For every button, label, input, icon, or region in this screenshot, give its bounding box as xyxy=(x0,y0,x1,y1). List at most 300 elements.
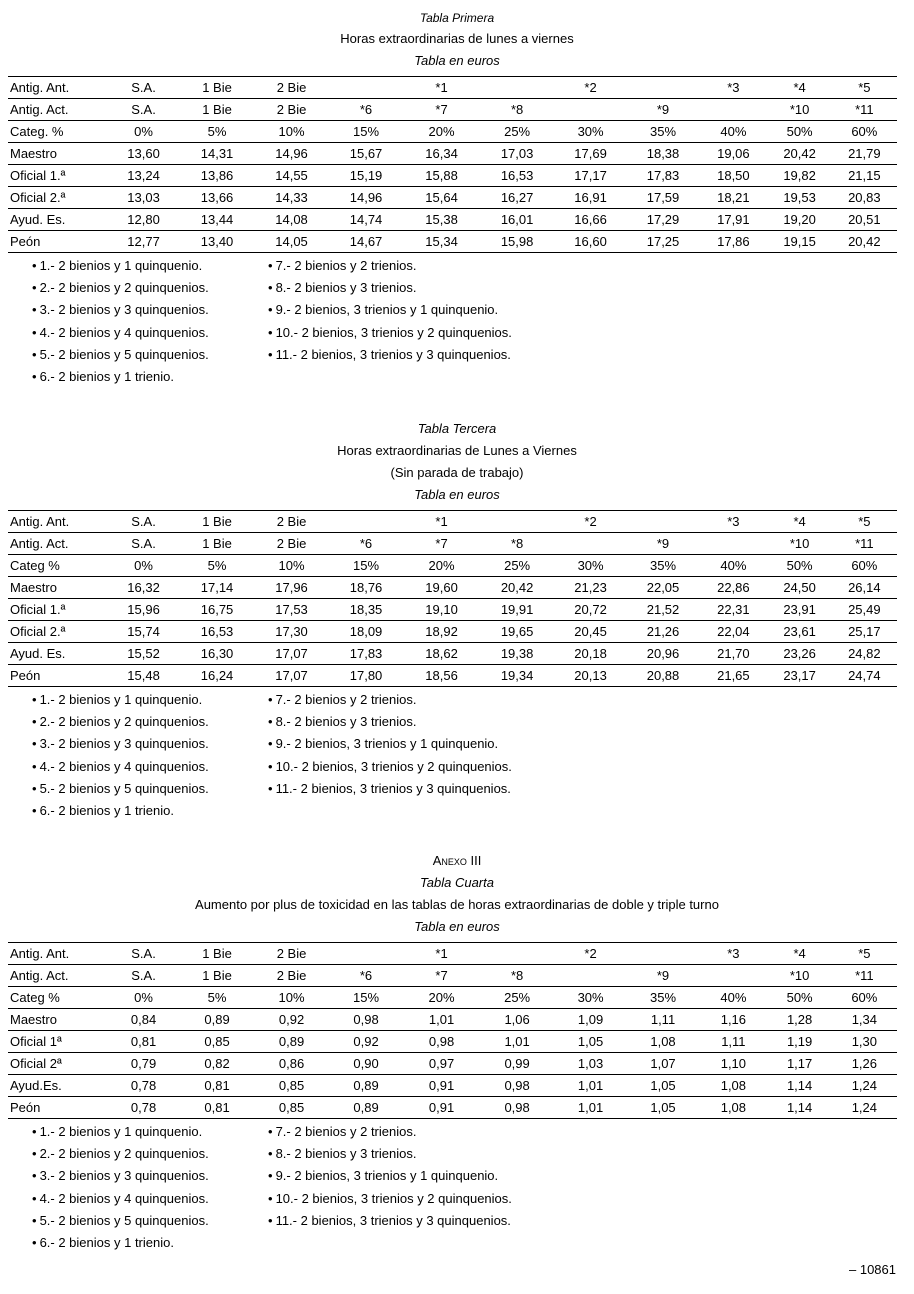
page-number: – 10861 xyxy=(849,1262,896,1277)
table-cell: 1,09 xyxy=(554,1009,626,1031)
table-cell: 1,28 xyxy=(768,1009,832,1031)
row-label: Categ % xyxy=(8,987,107,1009)
table-cell: 40% xyxy=(699,555,767,577)
table-row xyxy=(8,1009,897,1031)
table-cell: 16,34 xyxy=(403,143,480,165)
table-cell: 21,52 xyxy=(627,599,699,621)
footnote-item: • 10.- 2 bienios, 3 trienios y 2 quinquenios. xyxy=(268,322,512,344)
table-cell: 16,27 xyxy=(480,187,555,209)
table-cell: *4 xyxy=(768,511,832,533)
table-cell: 0,98 xyxy=(329,1009,404,1031)
table-cell: 0,92 xyxy=(329,1031,404,1053)
table-cell: 15,34 xyxy=(425,234,458,249)
table-cell: *2 xyxy=(554,77,626,99)
table-cell: 17,83 xyxy=(329,643,404,665)
table-cell: 0,89 xyxy=(353,1100,379,1115)
table-tercera-note: (Sin parada de trabajo) xyxy=(390,465,524,480)
table-cell: 13,44 xyxy=(180,209,255,231)
table-cell: 16,53 xyxy=(480,165,555,187)
table-cell: 22,04 xyxy=(699,621,767,643)
table-cell: 0,85 xyxy=(278,1100,305,1115)
table-cell: 17,96 xyxy=(254,577,329,599)
table-cell: 0,90 xyxy=(329,1053,404,1075)
table-cell: 13,86 xyxy=(180,165,255,187)
table-cell xyxy=(329,511,404,533)
table-cell: 15,38 xyxy=(403,209,480,231)
table-cell: 5% xyxy=(180,121,255,143)
table-cell: 0,78 xyxy=(107,1075,179,1097)
table-cell: 14,67 xyxy=(349,234,383,249)
table-cell: 1 Bie xyxy=(180,511,255,533)
table-row xyxy=(8,143,897,165)
footnote-item: • 7.- 2 bienios y 2 trienios. xyxy=(268,689,512,711)
footnote-item: • 6.- 2 bienios y 1 trienio. xyxy=(32,1232,209,1254)
header-row xyxy=(8,943,897,965)
table-cell: 18,76 xyxy=(329,577,404,599)
footnote-item: • 5.- 2 bienios y 5 quinquenios. xyxy=(32,1210,209,1232)
table-cell xyxy=(554,965,626,987)
table-cell: 0% xyxy=(107,121,179,143)
table-tercera-title: Tabla Tercera xyxy=(417,421,497,436)
table-cell: 1,06 xyxy=(480,1009,555,1031)
table-cell: *11 xyxy=(832,965,897,987)
table-cell: 14,55 xyxy=(254,165,329,187)
table-tercera-subtitle: Horas extraordinarias de Lunes a Viernes xyxy=(337,443,577,458)
table-cell: 15,19 xyxy=(329,165,404,187)
table-cell xyxy=(480,77,555,99)
table-cell: 1,01 xyxy=(577,1100,604,1115)
table-cell: *9 xyxy=(627,533,699,555)
table-cell: 13,03 xyxy=(107,187,179,209)
table-row xyxy=(8,621,897,643)
footnote-item: • 1.- 2 bienios y 1 quinquenio. xyxy=(32,689,209,711)
table-cell: *2 xyxy=(554,511,626,533)
notes-column-1 xyxy=(32,255,209,388)
table-cell: *8 xyxy=(480,533,555,555)
table-cell: 1 Bie xyxy=(180,77,255,99)
table-cell: 1,05 xyxy=(650,1100,676,1115)
table-cell: 15% xyxy=(329,121,404,143)
table-cell: 25,17 xyxy=(832,621,897,643)
table-cell: 0,82 xyxy=(180,1053,255,1075)
table-tercera-notes xyxy=(32,689,732,823)
table-cell: 16,66 xyxy=(554,209,626,231)
table-cell: *4 xyxy=(768,943,832,965)
table-cell: 16,91 xyxy=(554,187,626,209)
footnote-item: • 3.- 2 bienios y 3 quinquenios. xyxy=(32,299,209,321)
table-cell xyxy=(480,943,555,965)
table-cuarta-subtitle: Aumento por plus de toxicidad en las tablas de horas extraordinarias de doble y triple turno xyxy=(195,897,719,912)
table-cell: 25% xyxy=(480,555,555,577)
table-cell: 19,38 xyxy=(480,643,555,665)
table-cell: *9 xyxy=(627,965,699,987)
table-cell: *7 xyxy=(403,533,480,555)
table-cell: *5 xyxy=(832,943,897,965)
table-row xyxy=(8,577,897,599)
table-cell: 1 Bie xyxy=(180,965,255,987)
table-cell: 40% xyxy=(699,121,767,143)
table-cell: 20% xyxy=(403,555,480,577)
table-cell: S.A. xyxy=(107,77,179,99)
table-tercera-unit: Tabla en euros xyxy=(414,487,500,502)
table-cell: 17,69 xyxy=(554,143,626,165)
table-cell: 18,35 xyxy=(329,599,404,621)
table-row xyxy=(8,165,897,187)
table-cell: 35% xyxy=(627,555,699,577)
table-cell: 2 Bie xyxy=(254,77,329,99)
table-cell: 1,11 xyxy=(627,1009,699,1031)
table-cell: 19,06 xyxy=(699,143,767,165)
table-cell: 20,96 xyxy=(627,643,699,665)
table-cell: S.A. xyxy=(107,533,179,555)
table-primera-section xyxy=(0,8,914,389)
table-cell: 1,08 xyxy=(720,1100,747,1115)
table-cell xyxy=(627,511,699,533)
table-cell: 0,91 xyxy=(428,1100,455,1115)
table-cell: 14,74 xyxy=(329,209,404,231)
table-cell: 0% xyxy=(107,555,179,577)
table-cell: 19,34 xyxy=(500,668,534,683)
table-cell: 20,83 xyxy=(832,187,897,209)
table-cell: 0,81 xyxy=(107,1031,179,1053)
table-cell: 13,40 xyxy=(200,234,234,249)
table-cell: 50% xyxy=(768,121,832,143)
table-cuarta xyxy=(8,942,897,1119)
row-label: Antig. Ant. xyxy=(8,511,107,533)
footnote-item: • 6.- 2 bienios y 1 trienio. xyxy=(32,800,209,822)
table-cell: 1,01 xyxy=(403,1009,480,1031)
table-primera xyxy=(8,76,897,253)
table-cell: 15,48 xyxy=(127,668,160,683)
table-cell: S.A. xyxy=(107,511,179,533)
table-cell: 60% xyxy=(832,987,897,1009)
table-cell: *1 xyxy=(403,943,480,965)
table-cell: 1 Bie xyxy=(180,943,255,965)
table-cell: 15,88 xyxy=(403,165,480,187)
table-cell: 19,20 xyxy=(768,209,832,231)
header-row xyxy=(8,77,897,99)
table-cell: *7 xyxy=(403,99,480,121)
table-cell: 16,75 xyxy=(180,599,255,621)
footnote-item: • 7.- 2 bienios y 2 trienios. xyxy=(268,1121,512,1143)
header-row xyxy=(8,965,897,987)
table-cell: *3 xyxy=(699,77,767,99)
table-cell: 30% xyxy=(554,555,626,577)
table-cell: 14,96 xyxy=(254,143,329,165)
table-cell: 23,17 xyxy=(783,668,816,683)
table-cell: 1 Bie xyxy=(180,533,255,555)
table-cell: 12,80 xyxy=(107,209,179,231)
row-label: Peón xyxy=(10,1100,41,1115)
annex-heading: Anexo III xyxy=(432,853,482,868)
header-row xyxy=(8,99,897,121)
table-cell: 0,97 xyxy=(403,1053,480,1075)
table-row xyxy=(8,1075,897,1097)
footnote-item: • 6.- 2 bienios y 1 trienio. xyxy=(32,366,209,388)
table-cell: 18,38 xyxy=(627,143,699,165)
table-cell: 23,91 xyxy=(768,599,832,621)
table-cell: 20% xyxy=(403,987,480,1009)
footnote-item: • 4.- 2 bienios y 4 quinquenios. xyxy=(32,322,209,344)
table-cell: *8 xyxy=(480,99,555,121)
footnote-item: • 8.- 2 bienios y 3 trienios. xyxy=(268,711,512,733)
table-cell: 19,91 xyxy=(480,599,555,621)
table-cell: 14,31 xyxy=(180,143,255,165)
row-label: Ayud. Es. xyxy=(8,209,107,231)
row-label: Oficial 1ª xyxy=(8,1031,107,1053)
footnote-item: • 7.- 2 bienios y 2 trienios. xyxy=(268,255,512,277)
table-cell: 1,34 xyxy=(832,1009,897,1031)
footnote-item: • 11.- 2 bienios, 3 trienios y 3 quinquenios. xyxy=(268,1210,512,1232)
table-cell: 2 Bie xyxy=(254,99,329,121)
table-cell: 22,86 xyxy=(699,577,767,599)
row-label: Oficial 2.ª xyxy=(8,621,107,643)
table-cell: 23,26 xyxy=(768,643,832,665)
header-row xyxy=(8,555,897,577)
table-cell: 15,52 xyxy=(107,643,179,665)
table-cell: 24,74 xyxy=(848,668,881,683)
footnote-item: • 9.- 2 bienios, 3 trienios y 1 quinquenio. xyxy=(268,733,512,755)
table-cell: 23,61 xyxy=(768,621,832,643)
row-label: Peón xyxy=(10,234,41,249)
footnote-item: • 5.- 2 bienios y 5 quinquenios. xyxy=(32,344,209,366)
table-cell: 16,53 xyxy=(180,621,255,643)
table-cell xyxy=(480,511,555,533)
table-row xyxy=(8,643,897,665)
footnote-item: • 2.- 2 bienios y 2 quinquenios. xyxy=(32,1143,209,1165)
table-cell: 19,82 xyxy=(768,165,832,187)
table-cell: 0% xyxy=(107,987,179,1009)
table-cell: 17,91 xyxy=(699,209,767,231)
table-cell: 13,60 xyxy=(107,143,179,165)
table-cell: 35% xyxy=(627,121,699,143)
table-cell: 19,60 xyxy=(403,577,480,599)
table-cell: *9 xyxy=(627,99,699,121)
table-cell: 0,86 xyxy=(254,1053,329,1075)
table-cell: 0,85 xyxy=(180,1031,255,1053)
table-primera-notes xyxy=(32,255,732,389)
table-cell: 0,81 xyxy=(180,1075,255,1097)
table-cell xyxy=(699,533,767,555)
row-label: Antig. Act. xyxy=(8,965,107,987)
table-cell: 21,15 xyxy=(832,165,897,187)
table-cell: 12,77 xyxy=(127,234,160,249)
header-row xyxy=(8,511,897,533)
table-cell: *1 xyxy=(403,77,480,99)
table-cell: 22,31 xyxy=(699,599,767,621)
table-cell: 20,42 xyxy=(768,143,832,165)
table-cuarta-title: Tabla Cuarta xyxy=(420,875,494,890)
table-cell xyxy=(699,99,767,121)
table-cell: 20,45 xyxy=(554,621,626,643)
table-row xyxy=(8,187,897,209)
table-cell: 20,18 xyxy=(554,643,626,665)
table-cell: 18,50 xyxy=(699,165,767,187)
table-cell: 15% xyxy=(329,555,404,577)
table-cell: 19,53 xyxy=(768,187,832,209)
table-tercera-section xyxy=(0,418,914,823)
table-cell: 15,67 xyxy=(329,143,404,165)
table-cell: 60% xyxy=(832,555,897,577)
table-cell: 19,10 xyxy=(403,599,480,621)
row-label: Oficial 1.ª xyxy=(8,599,107,621)
table-cell: 15,96 xyxy=(107,599,179,621)
table-cell: 20,88 xyxy=(646,668,680,683)
table-cell: 17,53 xyxy=(254,599,329,621)
table-cell: 19,15 xyxy=(783,234,816,249)
table-cell xyxy=(554,533,626,555)
footnote-item: • 5.- 2 bienios y 5 quinquenios. xyxy=(32,778,209,800)
table-cell: 1,01 xyxy=(480,1031,555,1053)
table-cell xyxy=(627,77,699,99)
table-cell: 0,89 xyxy=(329,1075,404,1097)
table-cell: 30% xyxy=(554,121,626,143)
table-cell: 2 Bie xyxy=(254,965,329,987)
table-cell: 30% xyxy=(554,987,626,1009)
footnote-item: • 2.- 2 bienios y 2 quinquenios. xyxy=(32,711,209,733)
footnote-item: • 10.- 2 bienios, 3 trienios y 2 quinquenios. xyxy=(268,756,512,778)
row-label: Maestro xyxy=(8,577,107,599)
table-cell: 20% xyxy=(403,121,480,143)
table-cuarta-section xyxy=(0,850,914,1255)
row-label: Categ % xyxy=(8,555,107,577)
table-cell: 2 Bie xyxy=(254,511,329,533)
table-cell: 0,99 xyxy=(480,1053,555,1075)
table-cell: 18,92 xyxy=(403,621,480,643)
table-cell: 15% xyxy=(329,987,404,1009)
header-row xyxy=(8,987,897,1009)
table-cell: 1,14 xyxy=(768,1075,832,1097)
footnote-item: • 8.- 2 bienios y 3 trienios. xyxy=(268,277,512,299)
table-cell: 25% xyxy=(480,121,555,143)
table-cell xyxy=(627,943,699,965)
footnote-item: • 4.- 2 bienios y 4 quinquenios. xyxy=(32,756,209,778)
table-cell: *10 xyxy=(768,99,832,121)
table-cell: 0,81 xyxy=(204,1100,230,1115)
table-cell: 1,11 xyxy=(699,1031,767,1053)
table-cell: 0,79 xyxy=(107,1053,179,1075)
table-cell: 14,08 xyxy=(254,209,329,231)
table-cell: 18,56 xyxy=(425,668,458,683)
table-cell: 10% xyxy=(254,121,329,143)
table-cell: S.A. xyxy=(107,99,179,121)
table-cell: 0,89 xyxy=(254,1031,329,1053)
table-cell: 1,08 xyxy=(699,1075,767,1097)
table-cell: 0,78 xyxy=(130,1100,157,1115)
row-label: Antig. Act. xyxy=(8,99,107,121)
table-row xyxy=(8,1097,897,1119)
table-primera-subtitle: Horas extraordinarias de lunes a viernes xyxy=(340,31,574,46)
table-cell: 0,92 xyxy=(254,1009,329,1031)
table-cell: 1,16 xyxy=(699,1009,767,1031)
footnote-item: • 2.- 2 bienios y 2 quinquenios. xyxy=(32,277,209,299)
footnote-item: • 4.- 2 bienios y 4 quinquenios. xyxy=(32,1188,209,1210)
table-cell: 2 Bie xyxy=(254,943,329,965)
row-label: Categ. % xyxy=(8,121,107,143)
table-cell xyxy=(699,965,767,987)
table-cell: 20,72 xyxy=(554,599,626,621)
table-cell: 1,03 xyxy=(554,1053,626,1075)
table-cell: 17,03 xyxy=(480,143,555,165)
table-row xyxy=(8,665,897,687)
table-cell: 2 Bie xyxy=(254,533,329,555)
footnote-item: • 3.- 2 bienios y 3 quinquenios. xyxy=(32,733,209,755)
footnote-item: • 1.- 2 bienios y 1 quinquenio. xyxy=(32,255,209,277)
table-cell: 10% xyxy=(254,987,329,1009)
table-row xyxy=(8,231,897,253)
table-cell: 17,29 xyxy=(627,209,699,231)
table-cell: 1 Bie xyxy=(180,99,255,121)
table-cell: 17,86 xyxy=(717,234,750,249)
table-cell: 20,51 xyxy=(832,209,897,231)
row-label: Antig. Ant. xyxy=(8,943,107,965)
table-cell: 5% xyxy=(180,555,255,577)
table-cell: 21,65 xyxy=(717,668,750,683)
table-cell: 5% xyxy=(180,987,255,1009)
table-cell: 14,33 xyxy=(254,187,329,209)
notes-column-2 xyxy=(268,255,512,366)
table-cell: 22,05 xyxy=(627,577,699,599)
footnote-item: • 9.- 2 bienios, 3 trienios y 1 quinquenio. xyxy=(268,299,512,321)
table-cell: *4 xyxy=(768,77,832,99)
table-cell: *6 xyxy=(329,533,404,555)
table-cell: 17,30 xyxy=(254,621,329,643)
table-cell: 10% xyxy=(254,555,329,577)
table-cell: 16,01 xyxy=(480,209,555,231)
table-cell: 21,23 xyxy=(554,577,626,599)
table-cell: 20,13 xyxy=(574,668,607,683)
table-cell: 50% xyxy=(768,555,832,577)
table-cell: *10 xyxy=(768,965,832,987)
table-cell: 1,14 xyxy=(786,1100,813,1115)
table-cell: *8 xyxy=(480,965,555,987)
table-cell: 1,05 xyxy=(554,1031,626,1053)
table-cell: 17,14 xyxy=(180,577,255,599)
footnote-item: • 11.- 2 bienios, 3 trienios y 3 quinquenios. xyxy=(268,778,512,800)
notes-column-2 xyxy=(268,689,512,800)
table-cell: *10 xyxy=(768,533,832,555)
row-label: Ayud. Es. xyxy=(8,643,107,665)
table-row xyxy=(8,209,897,231)
table-cell xyxy=(554,99,626,121)
table-primera-title: Tabla Primera xyxy=(419,11,495,25)
table-cell: *3 xyxy=(699,511,767,533)
table-cell: 1,17 xyxy=(768,1053,832,1075)
table-cell: 21,79 xyxy=(832,143,897,165)
table-cell: 26,14 xyxy=(832,577,897,599)
table-cell: 40% xyxy=(699,987,767,1009)
table-tercera xyxy=(8,510,897,687)
table-cell: 13,66 xyxy=(180,187,255,209)
table-cell: 17,07 xyxy=(254,643,329,665)
table-cell: 21,26 xyxy=(627,621,699,643)
table-cell: *3 xyxy=(699,943,767,965)
table-cell: *11 xyxy=(832,99,897,121)
row-label: Oficial 2.ª xyxy=(8,187,107,209)
table-cell: 0,98 xyxy=(403,1031,480,1053)
table-cell: 20,42 xyxy=(480,577,555,599)
table-cell: 17,25 xyxy=(646,234,680,249)
table-cell: 21,70 xyxy=(699,643,767,665)
table-cell: 1,07 xyxy=(627,1053,699,1075)
table-cell: 18,62 xyxy=(403,643,480,665)
table-cell: 25,49 xyxy=(832,599,897,621)
table-cell: 25% xyxy=(480,987,555,1009)
table-cell: 1,08 xyxy=(627,1031,699,1053)
table-cell: *1 xyxy=(403,511,480,533)
table-cell: 0,84 xyxy=(107,1009,179,1031)
footnote-item: • 11.- 2 bienios, 3 trienios y 3 quinquenios. xyxy=(268,344,512,366)
